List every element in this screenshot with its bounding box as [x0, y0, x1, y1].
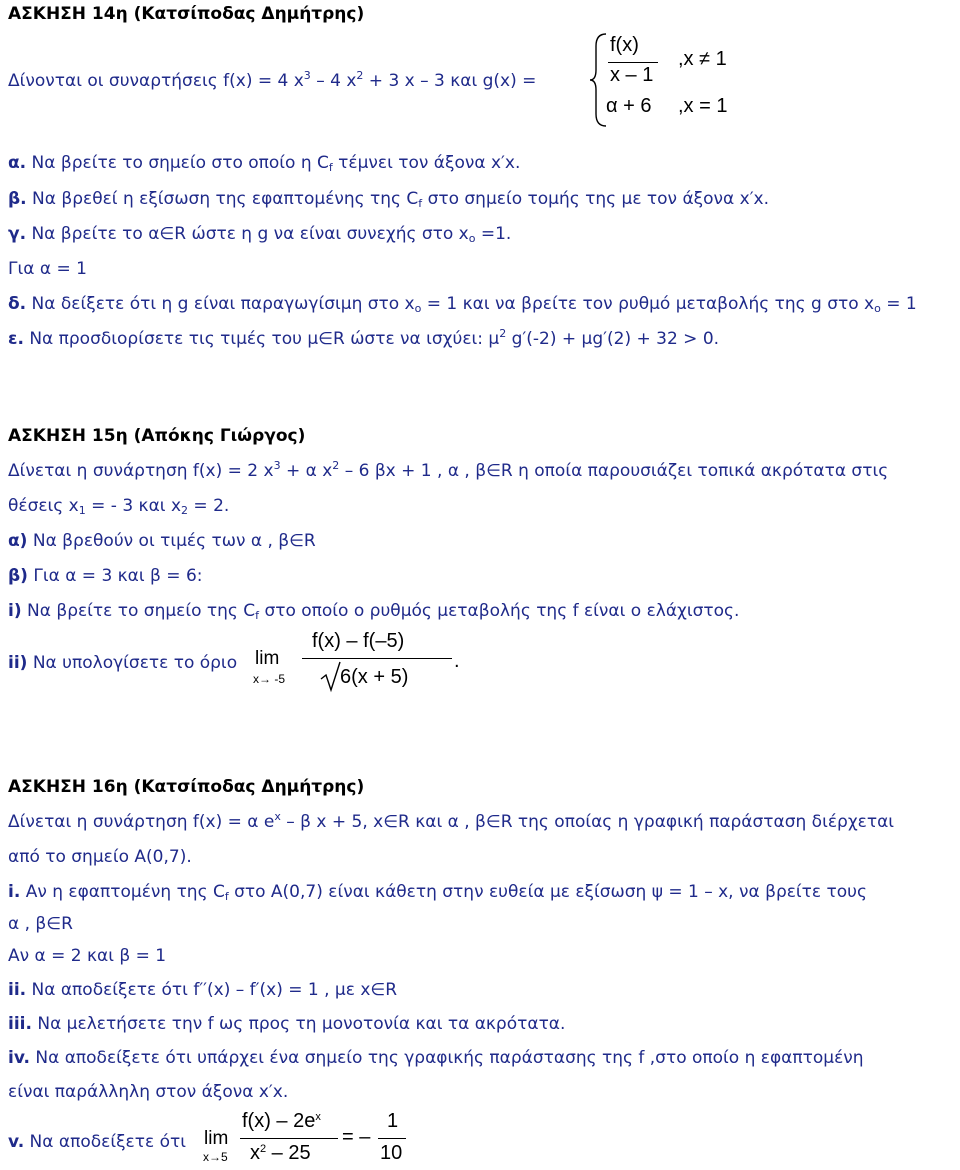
limit-numerator-2: $f(x) - 2e^x$: [242, 1110, 321, 1132]
limit-subscript-2: x→5: [203, 1150, 228, 1164]
square-root-icon: [320, 661, 342, 693]
limit-denominator-2: $x^2 - 25$: [250, 1142, 311, 1164]
exercise-14-intro: Δίνονται οι συναρτήσεις f(x) = 4 $x^3 - 4$ $x^2 + 3$ x – 3 και g(x) =: [8, 69, 537, 91]
limit-period: .: [454, 650, 460, 672]
exercise-16-title: ΑΣΚΗΣΗ 16η (Κατσίποδας Δημήτρης): [8, 777, 365, 797]
exercise-14-part-a: α. Να βρείτε το σημείο στο οποίο η $C_f$ τέμνει τον άξονα x′x.: [8, 153, 521, 174]
exercise-15-intro: Δίνεται η συνάρτηση f(x) = 2 $x^3 + \alpha$ $x^2 - 6$ βx + 1 , α , β∈R η οποία παρουσιάζει τοπικά ακρότατα στις: [8, 459, 889, 481]
piecewise-denominator: x – 1: [610, 64, 654, 86]
exercise-16-part-ii: ii. Να αποδείξετε ότι f′′(x) – f′(x) = 1 , με x∈R: [8, 980, 398, 1000]
exercise-14-given: Για α = 1: [8, 259, 87, 279]
exercise-16-given: Αν α = 2 και β = 1: [8, 946, 167, 966]
exercise-15-part-b-ii: ii) Να υπολογίσετε το όριο: [8, 653, 238, 673]
exercise-14-title: ΑΣΚΗΣΗ 14η (Κατσίποδας Δημήτρης): [8, 4, 365, 24]
limit-denominator: 6(x + 5): [340, 666, 409, 688]
piecewise-numerator: f(x): [610, 34, 639, 56]
limit-fraction-bar-2: [240, 1138, 338, 1139]
exercise-16-part-i-line-2: α , β∈R: [8, 914, 73, 934]
exercise-15-part-a: α) Να βρεθούν οι τιμές των α , β∈R: [8, 531, 316, 551]
exercise-14-part-d: δ. Να δείξετε ότι η g είναι παραγωγίσιμη στο $x_o = 1$ και να βρείτε τον ρυθμό μεταβολής της g στο $x_o = 1$: [8, 294, 917, 315]
equals-minus: = –: [342, 1126, 371, 1148]
exercise-16-part-iv-line-2: είναι παράλληλη στον άξονα x′x.: [8, 1082, 289, 1102]
exercise-14-part-b: β. Να βρεθεί η εξίσωση της εφαπτομένης της $C_f$ στο σημείο τομής της με τον άξονα x′x.: [8, 189, 770, 210]
exercise-16-part-iii: iii. Να μελετήσετε την f ως προς τη μονοτονία και τα ακρότατα.: [8, 1014, 566, 1034]
piecewise-condition-1: ,x ≠ 1: [678, 48, 727, 70]
exercise-16-part-v: v. Να αποδείξετε ότι: [8, 1132, 186, 1152]
exercise-16-intro: Δίνεται η συνάρτηση f(x) = α $e^x$ – β x + 5, x∈R και α , β∈R της οποίας η γραφική παράσταση διέρχεται: [8, 810, 895, 832]
piecewise-case-2: α + 6: [606, 95, 652, 117]
rhs-denominator: 10: [380, 1142, 403, 1164]
limit-subscript: x→ -5: [253, 672, 286, 686]
limit-operator-2: lim: [204, 1128, 229, 1149]
rhs-numerator: 1: [387, 1110, 399, 1132]
piecewise-condition-2: ,x = 1: [678, 95, 728, 117]
exercise-15-part-b: β) Για α = 3 και β = 6:: [8, 566, 203, 586]
exercise-16-part-iv: iv. Να αποδείξετε ότι υπάρχει ένα σημείο της γραφικής παράστασης της f ,στο οποίο η εφαπτομένη: [8, 1048, 864, 1068]
exercise-15-title: ΑΣΚΗΣΗ 15η (Απόκης Γιώργος): [8, 426, 306, 446]
limit-numerator: f(x) – f(–5): [312, 630, 405, 652]
exercise-15-intro-line-2: θέσεις $x_1$ = - 3 και $x_2 = 2$.: [8, 496, 230, 517]
exercise-15-part-b-i: i) Να βρείτε το σημείο της $C_f$ στο οποίο ο ρυθμός μεταβολής της f είναι ο ελάχιστος.: [8, 601, 740, 622]
exercise-14-part-e: ε. Να προσδιορίσετε τις τιμές του μ∈R ώστε να ισχύει: $\mu^2$ g′(-2) + μg′(2) + 32 > 0.: [8, 327, 720, 349]
rhs-fraction-bar: [378, 1138, 406, 1139]
limit-fraction-bar: [302, 658, 452, 659]
exercise-16-part-i: i. Αν η εφαπτομένη της $C_f$ στο Α(0,7) είναι κάθετη στην ευθεία με εξίσωση ψ = 1 – x, να βρείτε τους: [8, 882, 867, 903]
limit-operator: lim: [255, 648, 280, 669]
exercise-14-part-c: γ. Να βρείτε το α∈R ώστε η g να είναι συνεχής στο $x_o =1$.: [8, 224, 512, 245]
exercise-16-intro-line-2: από το σημείο Α(0,7).: [8, 847, 192, 867]
